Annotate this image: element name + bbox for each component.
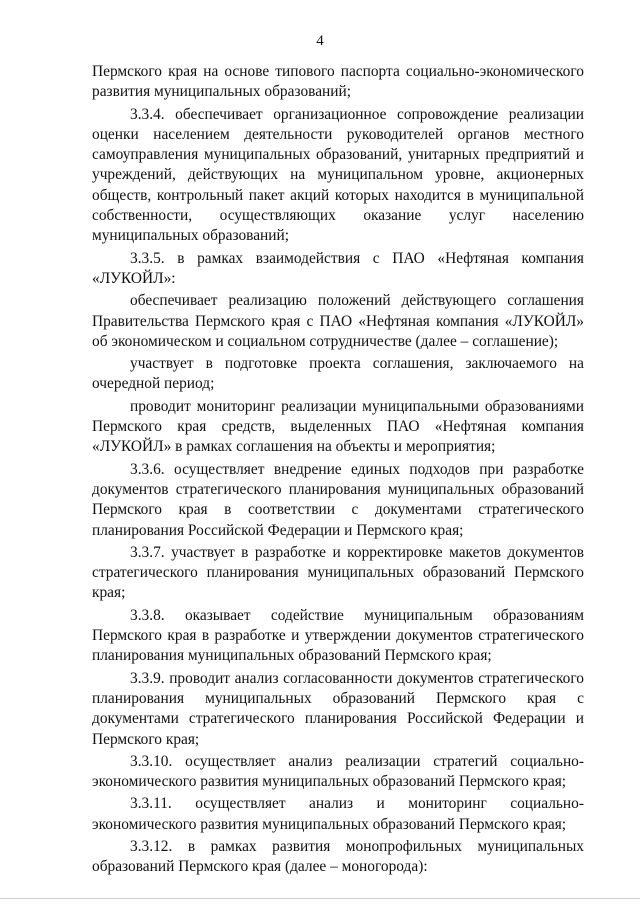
paragraph-3-3-5-item-1: обеспечивает реализацию положений действующего соглашения Правительства Пермского края с ПАО «Нефтяная компания «ЛУКОЙЛ» об экономическом и социальном сотрудничестве (далее – соглашение); [92,292,584,350]
paragraph-3-3-9: 3.3.9. проводит анализ согласованности документов стратегического планирования муниципальных образований Пермского края с документами стратегического планирования Российской Федерации и Пермского края; [92,669,584,748]
page-number: 4 [316,33,324,49]
page-bottom-rule [0,898,640,899]
paragraph-3-3-5-item-2: участвует в подготовке проекта соглашения, заключаемого на очередной период; [92,355,584,393]
paragraph-3-3-7: 3.3.7. участвует в разработке и корректировке макетов документов стратегического планирования муниципальных образований Пермского края; [92,543,584,602]
paragraph-3-3-5-item-3: проводит мониторинг реализации муниципальными образованиями Пермского края средств, выделенных ПАО «Нефтяная компания «ЛУКОЙЛ» в рамках соглашения на объекты и мероприятия; [92,397,584,456]
paragraph-3-3-11: 3.3.11. осуществляет анализ и мониторинг социально-экономического развития муниципальных образований Пермского края; [92,795,584,833]
document-body [92,62,584,880]
paragraph-3-3-10: 3.3.10. осуществляет анализ реализации стратегий социально-экономического развития муниципальных образований Пермского края; [92,752,584,791]
paragraph-3-3-12: 3.3.12. в рамках развития монопрофильных муниципальных образований Пермского края (далее – моногорода): [92,837,584,876]
paragraph-3-3-6: 3.3.6. осуществляет внедрение единых подходов при разработке документов стратегического планирования муниципальных образований Пермского края в соответствии с документами стратегического планирования Российской Федерации и Пермского края; [92,460,584,539]
paragraph-3-3-4: 3.3.4. обеспечивает организационное сопровождение реализации оценки населением деятельности руководителей органов местного самоуправления муниципальных образований, унитарных предприятий и учреждений, действующих на муниципальном уровне, акционерных обществ, контрольный пакет акций которых находится в муниципальной собственности, осуществляющих оказание услуг населению муниципальных образований; [92,105,584,245]
paragraph-3-3-8: 3.3.8. оказывает содействие муниципальным образованиям Пермского края в разработке и утверждении документов стратегического планирования муниципальных образований Пермского края; [92,606,584,665]
paragraph-3-3-5: 3.3.5. в рамках взаимодействия с ПАО «Нефтяная компания «ЛУКОЙЛ»: [92,249,584,287]
paragraph-continuation: Пермского края на основе типового паспорта социально-экономического развития муниципальных образований; [92,63,584,101]
